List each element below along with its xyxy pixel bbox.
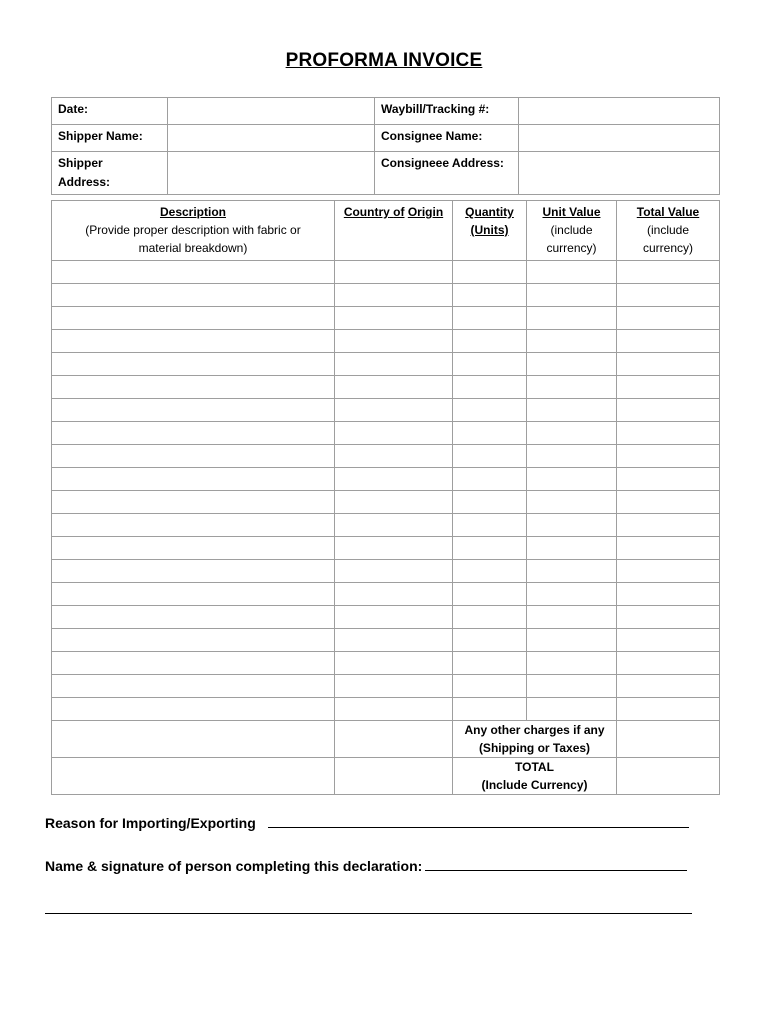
consignee-address-label: Consigneee Address: (375, 152, 519, 195)
item-unit-value-cell[interactable] (527, 468, 617, 491)
item-unit-value-cell[interactable] (527, 491, 617, 514)
table-row (52, 560, 720, 583)
item-total-value-cell[interactable] (617, 307, 720, 330)
item-quantity-cell[interactable] (453, 698, 527, 721)
table-row (52, 698, 720, 721)
item-country-of-origin-cell[interactable] (335, 468, 453, 491)
total-value-field[interactable] (617, 758, 720, 795)
item-quantity-cell[interactable] (453, 445, 527, 468)
item-total-value-cell[interactable] (617, 330, 720, 353)
consignee-name-label: Consignee Name: (375, 125, 519, 152)
table-row (52, 675, 720, 698)
consignee-address-field[interactable] (519, 152, 720, 195)
charges-description-cell[interactable] (52, 721, 335, 758)
item-country-of-origin-cell[interactable] (335, 284, 453, 307)
table-row (52, 353, 720, 376)
item-unit-value-cell[interactable] (527, 629, 617, 652)
item-total-value-cell[interactable] (617, 560, 720, 583)
item-description-cell[interactable] (52, 560, 335, 583)
item-quantity-cell[interactable] (453, 422, 527, 445)
item-description-cell[interactable] (52, 468, 335, 491)
item-total-value-cell[interactable] (617, 445, 720, 468)
item-total-value-cell[interactable] (617, 353, 720, 376)
item-quantity-cell[interactable] (453, 652, 527, 675)
item-description-cell[interactable] (52, 652, 335, 675)
item-country-of-origin-cell[interactable] (335, 445, 453, 468)
shipper-name-label: Shipper Name: (52, 125, 168, 152)
item-country-of-origin-cell[interactable] (335, 399, 453, 422)
item-total-value-cell[interactable] (617, 583, 720, 606)
item-total-value-cell[interactable] (617, 491, 720, 514)
item-unit-value-cell[interactable] (527, 422, 617, 445)
item-country-of-origin-cell[interactable] (335, 629, 453, 652)
total-country-cell[interactable] (335, 758, 453, 795)
table-row (52, 422, 720, 445)
item-total-value-cell[interactable] (617, 399, 720, 422)
table-row (52, 376, 720, 399)
item-quantity-cell[interactable] (453, 330, 527, 353)
item-country-of-origin-cell[interactable] (335, 537, 453, 560)
signature-input-line[interactable] (425, 856, 687, 871)
item-unit-value-cell[interactable] (527, 514, 617, 537)
signature-blank-line[interactable] (45, 913, 692, 914)
waybill-field[interactable] (519, 98, 720, 125)
item-country-of-origin-cell[interactable] (335, 606, 453, 629)
item-unit-value-cell[interactable] (527, 606, 617, 629)
document-title: PROFORMA INVOICE (285, 50, 483, 71)
table-row (52, 606, 720, 629)
table-row (52, 284, 720, 307)
item-country-of-origin-cell[interactable] (335, 353, 453, 376)
item-description-cell[interactable] (52, 330, 335, 353)
table-row (52, 629, 720, 652)
item-quantity-cell[interactable] (453, 284, 527, 307)
item-unit-value-cell[interactable] (527, 698, 617, 721)
item-quantity-cell[interactable] (453, 583, 527, 606)
table-row (52, 399, 720, 422)
table-row (52, 445, 720, 468)
item-total-value-cell[interactable] (617, 537, 720, 560)
shipper-address-field[interactable] (168, 152, 375, 195)
item-quantity-cell[interactable] (453, 376, 527, 399)
waybill-label: Waybill/Tracking #: (375, 98, 519, 125)
item-description-cell[interactable] (52, 399, 335, 422)
item-quantity-cell[interactable] (453, 399, 527, 422)
item-description-cell[interactable] (52, 514, 335, 537)
col-header-description: Description (Provide proper description with fabric or material breakdown) (52, 201, 335, 261)
total-description-cell[interactable] (52, 758, 335, 795)
table-row (52, 261, 720, 284)
item-country-of-origin-cell[interactable] (335, 491, 453, 514)
item-quantity-cell[interactable] (453, 606, 527, 629)
item-unit-value-cell[interactable] (527, 399, 617, 422)
shipper-address-label: Shipper Address: (52, 152, 168, 195)
item-total-value-cell[interactable] (617, 468, 720, 491)
total-label: TOTAL (Include Currency) (453, 758, 617, 795)
item-country-of-origin-cell[interactable] (335, 514, 453, 537)
reason-input-line[interactable] (268, 813, 689, 828)
shipper-name-field[interactable] (168, 125, 375, 152)
item-unit-value-cell[interactable] (527, 652, 617, 675)
item-quantity-cell[interactable] (453, 307, 527, 330)
item-description-cell[interactable] (52, 583, 335, 606)
signature-label: Name & signature of person completing this declaration (45, 858, 418, 874)
col-header-unit-value: Unit Value (include currency) (527, 201, 617, 261)
item-unit-value-cell[interactable] (527, 537, 617, 560)
item-description-cell[interactable] (52, 353, 335, 376)
reason-label: Reason for Importing/Exporting (45, 815, 256, 831)
item-total-value-cell[interactable] (617, 652, 720, 675)
item-description-cell[interactable] (52, 698, 335, 721)
item-unit-value-cell[interactable] (527, 376, 617, 399)
table-row (52, 514, 720, 537)
table-row (52, 652, 720, 675)
item-description-cell[interactable] (52, 261, 335, 284)
item-total-value-cell[interactable] (617, 675, 720, 698)
item-country-of-origin-cell[interactable] (335, 675, 453, 698)
item-quantity-cell[interactable] (453, 537, 527, 560)
item-country-of-origin-cell[interactable] (335, 583, 453, 606)
item-country-of-origin-cell[interactable] (335, 330, 453, 353)
item-total-value-cell[interactable] (617, 606, 720, 629)
reason-line (45, 813, 689, 831)
col-header-country-of-origin: Country of Origin (335, 201, 453, 261)
item-unit-value-cell[interactable] (527, 307, 617, 330)
table-row (52, 468, 720, 491)
item-country-of-origin-cell[interactable] (335, 560, 453, 583)
item-total-value-cell[interactable] (617, 629, 720, 652)
table-row (52, 583, 720, 606)
item-description-cell[interactable] (52, 307, 335, 330)
item-country-of-origin-cell[interactable] (335, 307, 453, 330)
item-description-cell[interactable] (52, 629, 335, 652)
item-description-cell[interactable] (52, 284, 335, 307)
item-unit-value-cell[interactable] (527, 583, 617, 606)
item-quantity-cell[interactable] (453, 514, 527, 537)
item-country-of-origin-cell[interactable] (335, 376, 453, 399)
date-field[interactable] (168, 98, 375, 125)
item-total-value-cell[interactable] (617, 284, 720, 307)
col-header-total-value: Total Value (include currency) (617, 201, 720, 261)
item-unit-value-cell[interactable] (527, 330, 617, 353)
item-unit-value-cell[interactable] (527, 675, 617, 698)
item-total-value-cell[interactable] (617, 514, 720, 537)
item-quantity-cell[interactable] (453, 261, 527, 284)
item-description-cell[interactable] (52, 537, 335, 560)
item-quantity-cell[interactable] (453, 675, 527, 698)
date-label: Date: (52, 98, 168, 125)
item-country-of-origin-cell[interactable] (335, 422, 453, 445)
item-description-cell[interactable] (52, 422, 335, 445)
shipment-info-table (51, 97, 720, 195)
signature-line: Name & signature of person completing this declaration: (45, 856, 687, 874)
item-total-value-cell[interactable] (617, 376, 720, 399)
other-charges-label: Any other charges if any (Shipping or Taxes) (453, 721, 617, 758)
item-quantity-cell[interactable] (453, 629, 527, 652)
item-quantity-cell[interactable] (453, 491, 527, 514)
item-unit-value-cell[interactable] (527, 445, 617, 468)
item-unit-value-cell[interactable] (527, 261, 617, 284)
item-total-value-cell[interactable] (617, 261, 720, 284)
item-country-of-origin-cell[interactable] (335, 652, 453, 675)
item-unit-value-cell[interactable] (527, 284, 617, 307)
table-row (52, 491, 720, 514)
table-row (52, 537, 720, 560)
item-total-value-cell[interactable] (617, 422, 720, 445)
item-quantity-cell[interactable] (453, 560, 527, 583)
item-country-of-origin-cell[interactable] (335, 261, 453, 284)
items-table (51, 200, 720, 795)
item-country-of-origin-cell[interactable] (335, 698, 453, 721)
item-description-cell[interactable] (52, 376, 335, 399)
item-total-value-cell[interactable] (617, 698, 720, 721)
col-header-quantity: Quantity (Units) (453, 201, 527, 261)
item-quantity-cell[interactable] (453, 353, 527, 376)
item-description-cell[interactable] (52, 491, 335, 514)
table-row (52, 307, 720, 330)
item-description-cell[interactable] (52, 675, 335, 698)
item-unit-value-cell[interactable] (527, 353, 617, 376)
table-row (52, 330, 720, 353)
consignee-name-field[interactable] (519, 125, 720, 152)
item-description-cell[interactable] (52, 606, 335, 629)
item-unit-value-cell[interactable] (527, 560, 617, 583)
item-quantity-cell[interactable] (453, 468, 527, 491)
charges-country-cell[interactable] (335, 721, 453, 758)
item-description-cell[interactable] (52, 445, 335, 468)
other-charges-value[interactable] (617, 721, 720, 758)
